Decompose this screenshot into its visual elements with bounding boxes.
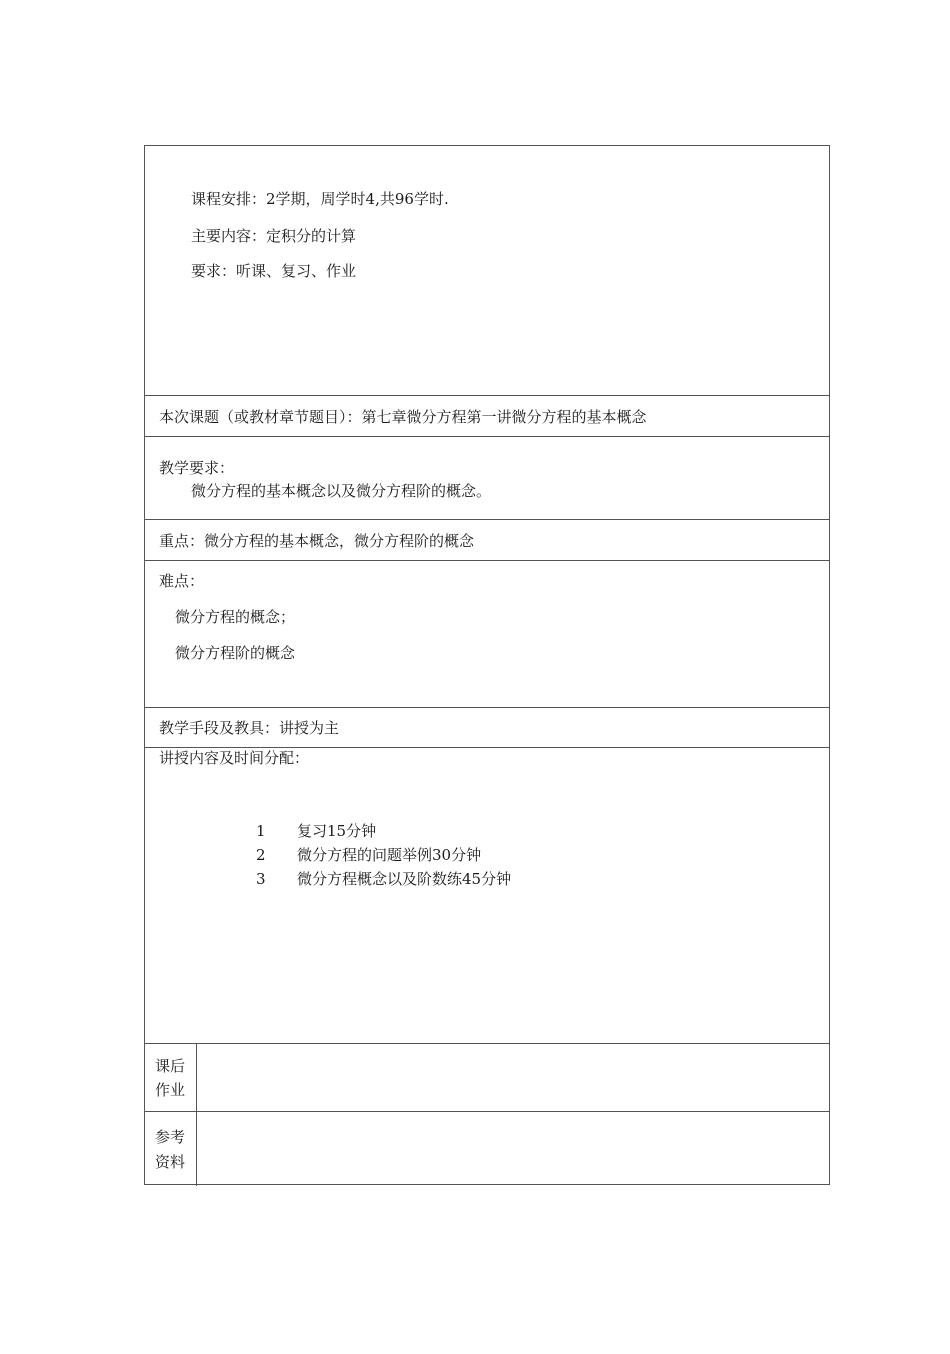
- difficulty-item: 微分方程阶的概念: [175, 644, 296, 662]
- lecture-item-number: 2: [256, 846, 266, 864]
- lecture-item-number: 3: [256, 870, 266, 888]
- lecture-item-number: 1: [256, 822, 266, 840]
- course-main-content: 主要内容：定积分的计算: [191, 227, 357, 245]
- difficulties-row: [145, 561, 829, 708]
- homework-row: [145, 1044, 829, 1112]
- course-schedule: 课程安排：2学期，周学时4,共96学时.: [191, 190, 449, 208]
- lecture-item-text: 复习15分钟: [297, 822, 377, 840]
- lecture-plan-row: [145, 748, 829, 1044]
- topic-row: [145, 396, 829, 437]
- references-label-cell: [145, 1112, 197, 1186]
- teaching-requirements-row: [145, 437, 829, 520]
- references-label-line2: 资料: [155, 1153, 186, 1171]
- key-points-text: 重点：微分方程的基本概念，微分方程阶的概念: [159, 532, 475, 550]
- course-requirements: 要求：听课、复习、作业: [191, 262, 357, 280]
- lecture-item-text: 微分方程概念以及阶数练45分钟: [297, 870, 512, 888]
- key-points-row: [145, 520, 829, 561]
- teaching-requirements-label: 教学要求：: [159, 459, 235, 477]
- teaching-requirements-text: 微分方程的基本概念以及微分方程阶的概念。: [191, 482, 492, 500]
- homework-label-line2: 作业: [155, 1081, 186, 1099]
- course-info-row: [145, 146, 829, 396]
- topic-text: 本次课题（或教材章节题目）：第七章微分方程第一讲微分方程的基本概念: [159, 408, 647, 426]
- lecture-plan-label: 讲授内容及时间分配：: [159, 749, 310, 767]
- difficulty-item: 微分方程的概念；: [175, 608, 296, 626]
- homework-label-line1: 课后: [155, 1057, 186, 1075]
- references-row: [145, 1112, 829, 1186]
- homework-label-cell: [145, 1044, 197, 1111]
- teaching-methods-row: [145, 708, 829, 748]
- difficulties-label: 难点：: [159, 572, 205, 590]
- lecture-item-text: 微分方程的问题举例30分钟: [297, 846, 482, 864]
- lesson-plan-table: [144, 145, 830, 1185]
- references-label-line1: 参考: [155, 1128, 186, 1146]
- teaching-methods-text: 教学手段及教具：讲授为主: [159, 719, 340, 737]
